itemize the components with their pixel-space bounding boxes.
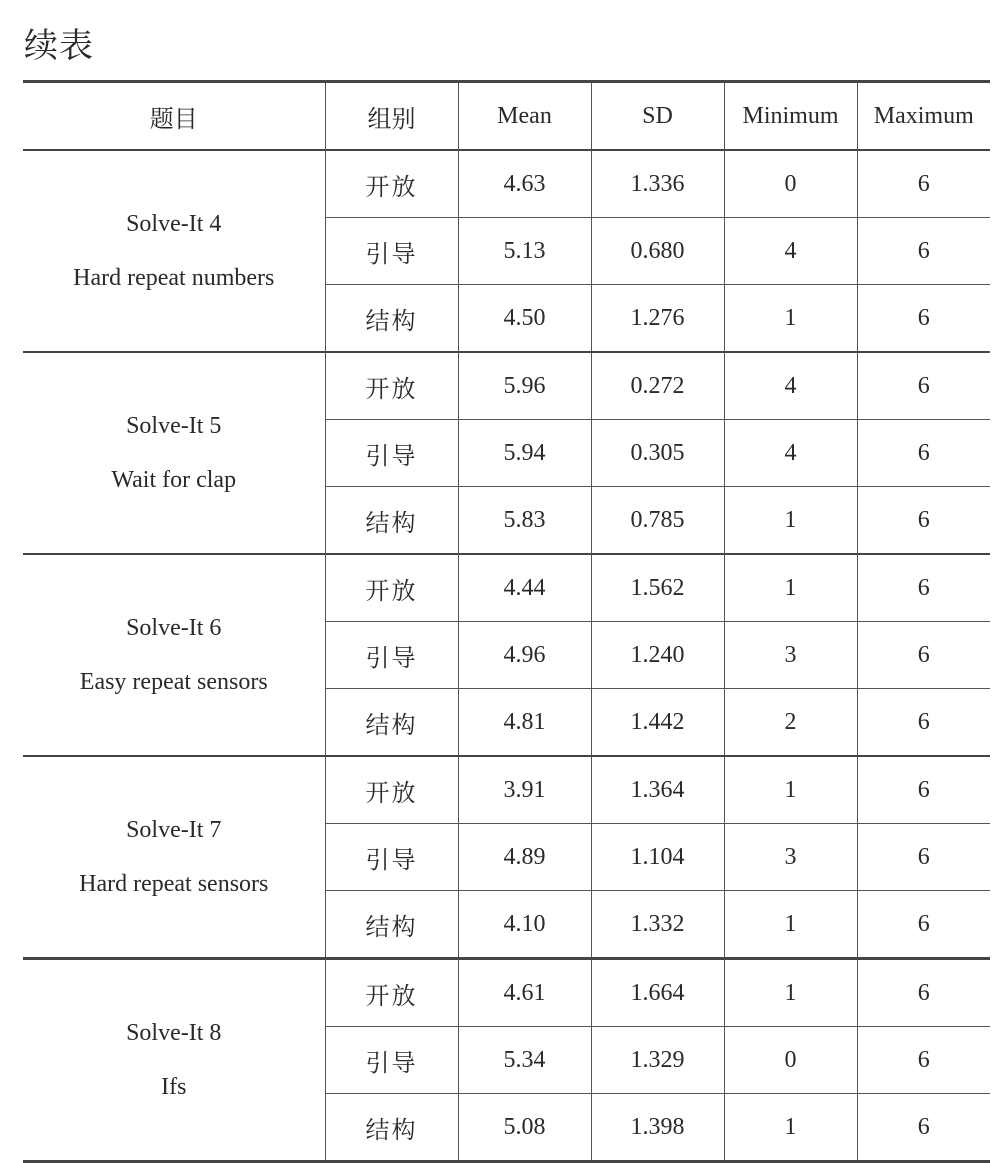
- item-title: Solve-It 4: [126, 211, 222, 237]
- header-item: 题目: [23, 82, 325, 151]
- group-cell: 开放: [325, 150, 458, 218]
- minimum-cell: 2: [724, 689, 857, 757]
- sd-cell: 0.680: [591, 218, 724, 285]
- minimum-cell: 4: [724, 420, 857, 487]
- group-cell: 结构: [325, 689, 458, 757]
- group-cell: 引导: [325, 622, 458, 689]
- group-cell: 结构: [325, 285, 458, 353]
- statistics-table: [23, 80, 990, 1163]
- group-cell: 引导: [325, 1027, 458, 1094]
- maximum-cell: 6: [857, 285, 990, 353]
- header-row: [23, 82, 990, 151]
- sd-cell: 1.664: [591, 959, 724, 1027]
- table-row: [23, 352, 990, 420]
- maximum-cell: 6: [857, 420, 990, 487]
- mean-cell: 4.63: [458, 150, 591, 218]
- group-cell: 开放: [325, 756, 458, 824]
- mean-cell: 4.50: [458, 285, 591, 353]
- minimum-cell: 3: [724, 622, 857, 689]
- item-title: Solve-It 7: [126, 817, 222, 843]
- table-body: [23, 150, 990, 1162]
- header-mean: Mean: [458, 82, 591, 151]
- sd-cell: 0.272: [591, 352, 724, 420]
- mean-cell: 4.81: [458, 689, 591, 757]
- item-title: Solve-It 6: [126, 615, 222, 641]
- item-subtitle: Ifs: [161, 1074, 187, 1100]
- table-row: [23, 554, 990, 622]
- table-row: [23, 959, 990, 1027]
- sd-cell: 1.276: [591, 285, 724, 353]
- sd-cell: 1.442: [591, 689, 724, 757]
- group-cell: 结构: [325, 891, 458, 959]
- item-subtitle: Easy repeat sensors: [79, 669, 268, 695]
- mean-cell: 4.61: [458, 959, 591, 1027]
- item-cell: [23, 352, 325, 554]
- item-subtitle: Hard repeat numbers: [73, 265, 275, 291]
- mean-cell: 5.08: [458, 1094, 591, 1162]
- maximum-cell: 6: [857, 218, 990, 285]
- mean-cell: 5.34: [458, 1027, 591, 1094]
- minimum-cell: 4: [724, 352, 857, 420]
- sd-cell: 0.305: [591, 420, 724, 487]
- maximum-cell: 6: [857, 150, 990, 218]
- item-cell: [23, 150, 325, 352]
- minimum-cell: 1: [724, 756, 857, 824]
- maximum-cell: 6: [857, 891, 990, 959]
- mean-cell: 4.89: [458, 824, 591, 891]
- table-row: [23, 756, 990, 824]
- item-cell: [23, 756, 325, 959]
- sd-cell: 0.785: [591, 487, 724, 555]
- mean-cell: 3.91: [458, 756, 591, 824]
- maximum-cell: 6: [857, 352, 990, 420]
- sd-cell: 1.240: [591, 622, 724, 689]
- mean-cell: 4.96: [458, 622, 591, 689]
- maximum-cell: 6: [857, 689, 990, 757]
- item-subtitle: Wait for clap: [111, 467, 237, 493]
- sd-cell: 1.332: [591, 891, 724, 959]
- mean-cell: 5.83: [458, 487, 591, 555]
- maximum-cell: 6: [857, 824, 990, 891]
- mean-cell: 4.44: [458, 554, 591, 622]
- mean-cell: 5.96: [458, 352, 591, 420]
- header-group: 组别: [325, 82, 458, 151]
- minimum-cell: 1: [724, 891, 857, 959]
- sd-cell: 1.562: [591, 554, 724, 622]
- minimum-cell: 3: [724, 824, 857, 891]
- maximum-cell: 6: [857, 622, 990, 689]
- minimum-cell: 4: [724, 218, 857, 285]
- item-subtitle: Hard repeat sensors: [79, 871, 269, 897]
- table-row: [23, 150, 990, 218]
- header-minimum: Minimum: [724, 82, 857, 151]
- minimum-cell: 0: [724, 1027, 857, 1094]
- maximum-cell: 6: [857, 959, 990, 1027]
- table-caption: 续表: [24, 26, 94, 66]
- sd-cell: 1.329: [591, 1027, 724, 1094]
- group-cell: 引导: [325, 824, 458, 891]
- minimum-cell: 1: [724, 285, 857, 353]
- group-cell: 开放: [325, 959, 458, 1027]
- maximum-cell: 6: [857, 487, 990, 555]
- maximum-cell: 6: [857, 756, 990, 824]
- group-cell: 结构: [325, 487, 458, 555]
- group-cell: 结构: [325, 1094, 458, 1162]
- group-cell: 开放: [325, 352, 458, 420]
- header-maximum: Maximum: [857, 82, 990, 151]
- sd-cell: 1.364: [591, 756, 724, 824]
- sd-cell: 1.336: [591, 150, 724, 218]
- mean-cell: 5.13: [458, 218, 591, 285]
- minimum-cell: 1: [724, 1094, 857, 1162]
- sd-cell: 1.398: [591, 1094, 724, 1162]
- group-cell: 引导: [325, 218, 458, 285]
- group-cell: 引导: [325, 420, 458, 487]
- item-title: Solve-It 5: [126, 413, 222, 439]
- header-sd: SD: [591, 82, 724, 151]
- item-cell: [23, 959, 325, 1162]
- item-cell: [23, 554, 325, 756]
- item-title: Solve-It 8: [126, 1020, 222, 1046]
- sd-cell: 1.104: [591, 824, 724, 891]
- minimum-cell: 0: [724, 150, 857, 218]
- minimum-cell: 1: [724, 959, 857, 1027]
- minimum-cell: 1: [724, 487, 857, 555]
- minimum-cell: 1: [724, 554, 857, 622]
- mean-cell: 4.10: [458, 891, 591, 959]
- maximum-cell: 6: [857, 1094, 990, 1162]
- maximum-cell: 6: [857, 1027, 990, 1094]
- group-cell: 开放: [325, 554, 458, 622]
- maximum-cell: 6: [857, 554, 990, 622]
- mean-cell: 5.94: [458, 420, 591, 487]
